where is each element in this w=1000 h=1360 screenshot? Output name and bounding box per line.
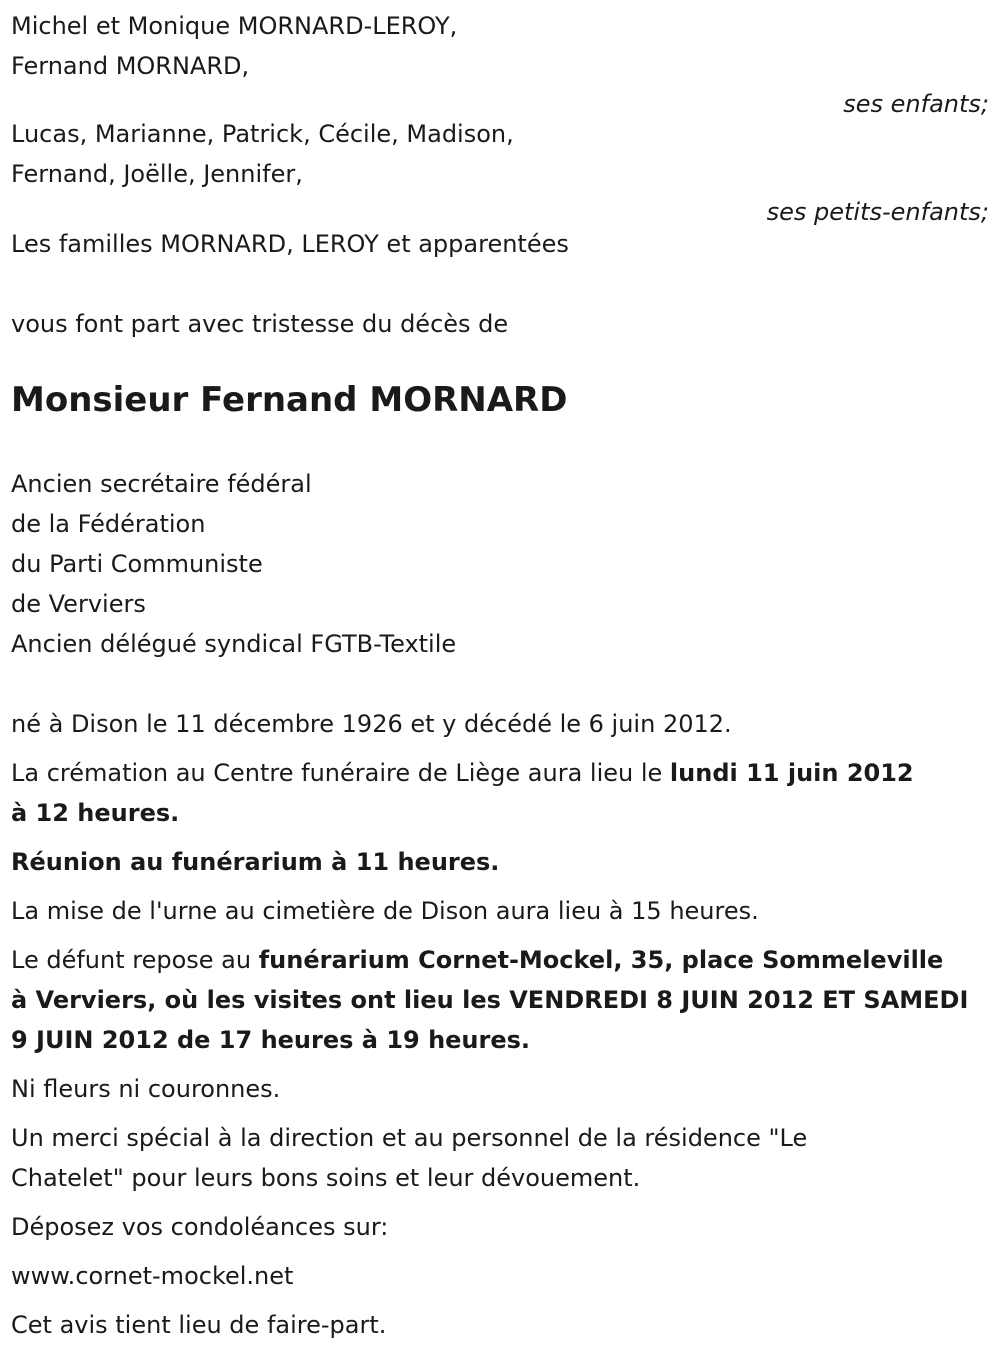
thanks-paragraph: [11, 1118, 989, 1198]
grandchildren-line-2: Fernand, Joëlle, Jennifer,: [11, 160, 303, 188]
resting-paragraph: [11, 940, 989, 1060]
title-line: Ancien délégué syndical FGTB-Textile: [11, 630, 457, 658]
thanks-line-1: Un merci spécial à la direction et au personnel de la résidence "Le: [11, 1124, 808, 1152]
children-block: [11, 6, 989, 124]
urn-line: La mise de l'urne au cimetière de Dison aura lieu à 15 heures.: [11, 897, 759, 925]
resting-place: funérarium Cornet-Mockel, 35, place Sommeleville: [258, 946, 944, 974]
website-link[interactable]: www.cornet-mockel.net: [11, 1262, 294, 1290]
meeting-line: Réunion au funérarium à 11 heures.: [11, 848, 500, 876]
cremation-date: lundi 11 juin 2012: [669, 759, 914, 787]
cremation-text: La crémation au Centre funéraire de Liège aura lieu le: [11, 759, 670, 787]
title-line: Ancien secrétaire fédéral: [11, 470, 312, 498]
title-line: du Parti Communiste: [11, 550, 263, 578]
title-line: de Verviers: [11, 590, 146, 618]
announcement-line: vous font part avec tristesse du décès de: [11, 310, 509, 338]
families-line: Les familles MORNARD, LEROY et apparentées: [11, 230, 569, 258]
grandchildren-line-1: Lucas, Marianne, Patrick, Cécile, Madison,: [11, 120, 514, 148]
visits-line-1: à Verviers, où les visites ont lieu les VENDREDI 8 JUIN 2012 ET SAMEDI: [11, 986, 969, 1014]
children-line-1: Michel et Monique MORNARD-LEROY,: [11, 12, 458, 40]
cremation-paragraph: [11, 753, 989, 833]
birth-death-line: né à Dison le 11 décembre 1926 et y décédé le 6 juin 2012.: [11, 710, 732, 738]
cremation-time: à 12 heures.: [11, 799, 180, 827]
resting-text: Le défunt repose au: [11, 946, 259, 974]
condolences-line: Déposez vos condoléances sur:: [11, 1213, 389, 1241]
children-role: ses enfants;: [843, 90, 989, 118]
thanks-line-2: Chatelet" pour leurs bons soins et leur dévouement.: [11, 1164, 641, 1192]
visits-line-2: 9 JUIN 2012 de 17 heures à 19 heures.: [11, 1026, 531, 1054]
obituary-notice: [11, 6, 989, 1345]
deceased-name: Monsieur Fernand MORNARD: [11, 380, 568, 420]
grandchildren-block: [11, 114, 989, 232]
closing-line: Cet avis tient lieu de faire-part.: [11, 1311, 387, 1339]
grandchildren-role: ses petits-enfants;: [766, 198, 989, 226]
flowers-line: Ni fleurs ni couronnes.: [11, 1075, 281, 1103]
titles-block: [11, 464, 989, 664]
title-line: de la Fédération: [11, 510, 206, 538]
children-line-2: Fernand MORNARD,: [11, 52, 250, 80]
